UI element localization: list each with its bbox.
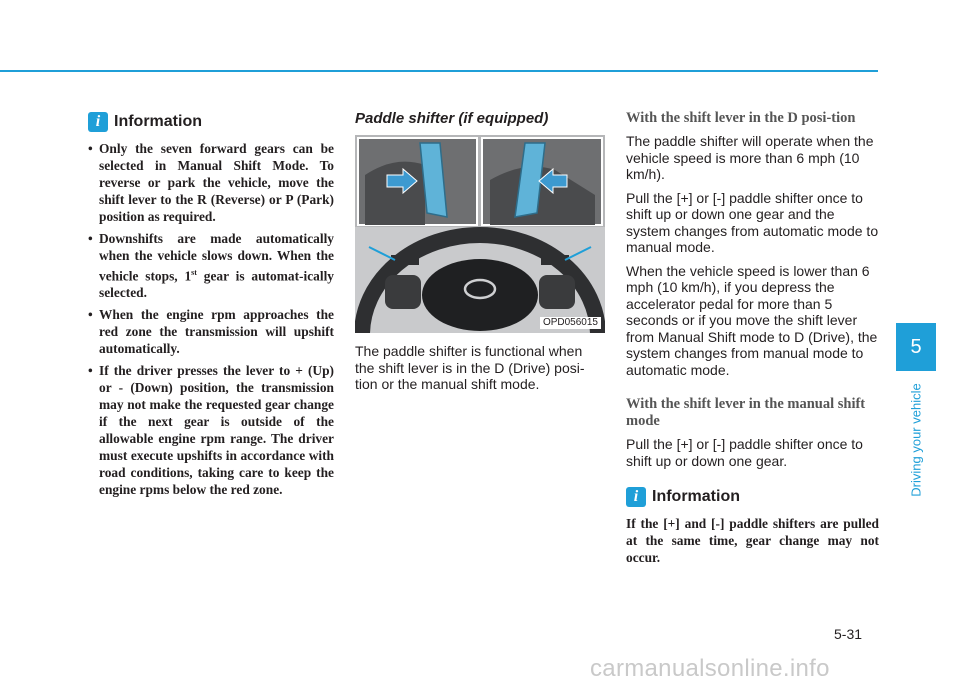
information-text: If the [+] and [-] paddle shifters are pulled at the same time, gear change may not occur. (626, 516, 879, 565)
header-rule (0, 70, 878, 72)
body-paragraph: The paddle shifter is functional when the shift lever is in the D (Drive) posi-tion or the manual shift mode. (355, 343, 585, 392)
information-header (88, 110, 334, 134)
page-number: 5-31 (834, 626, 863, 642)
body-paragraph: When the vehicle speed is lower than 6 mph (10 km/h), if you depress the accelerator pedal for more than 5 seconds or if you move the shift lever from Manual Shift mode to D (Drive), the system changes from manual mode to automatic mode. (626, 262, 878, 378)
subsection-heading: With the shift lever in the manual shift mode (626, 396, 866, 429)
body-paragraph: Pull the [+] or [-] paddle shifter once to shift up or down one gear and the system changes from automatic mode to manual mode. (626, 189, 879, 255)
information-header (626, 485, 879, 509)
watermark: carmanualsonline.info (590, 655, 830, 682)
paddle-shifter-figure (355, 135, 605, 333)
chapter-side-label (896, 380, 936, 500)
chapter-title: Driving your vehicle (908, 383, 924, 497)
section-heading: Paddle shifter (if equipped) (355, 110, 549, 127)
column-right (626, 110, 879, 566)
info-icon: i (88, 112, 108, 132)
chapter-number: 5 (910, 336, 922, 358)
information-list (88, 140, 334, 498)
list-item: • Downshifts are made automatically when the vehicle slows down. When the vehicle stops, 1st gear is automat-ically selected. (88, 230, 334, 301)
column-middle (355, 110, 605, 400)
info-icon: i (626, 487, 646, 507)
information-title: Information (114, 113, 202, 130)
column-left (88, 110, 334, 503)
information-title: Information (652, 488, 740, 505)
list-item: • Only the seven forward gears can be selected in Manual Shift Mode. To reverse or park the vehicle, move the shift lever to the R (Reverse) or P (Park) position as required. (88, 140, 334, 225)
list-item: • If the driver presses the lever to + (Up) or - (Down) position, the transmission may not make the requested gear change if the next gear is outside of the allowable engine rpm range. The driver must execute upshifts in accordance with road conditions, taking care to keep the engine rpms below the red zone. (88, 362, 334, 498)
figure-caption: OPD056015 (540, 317, 601, 329)
steering-wheel-illustration (355, 135, 605, 333)
body-paragraph: The paddle shifter will operate when the vehicle speed is more than 6 mph (10 km/h). (626, 133, 874, 182)
chapter-tab (896, 323, 936, 371)
subsection-heading: With the shift lever in the D posi-tion (626, 110, 856, 126)
body-paragraph: Pull the [+] or [-] paddle shifter once to shift up or down one gear. (626, 436, 863, 469)
list-item: • When the engine rpm approaches the red zone the transmission will upshift automatically. (88, 306, 334, 357)
